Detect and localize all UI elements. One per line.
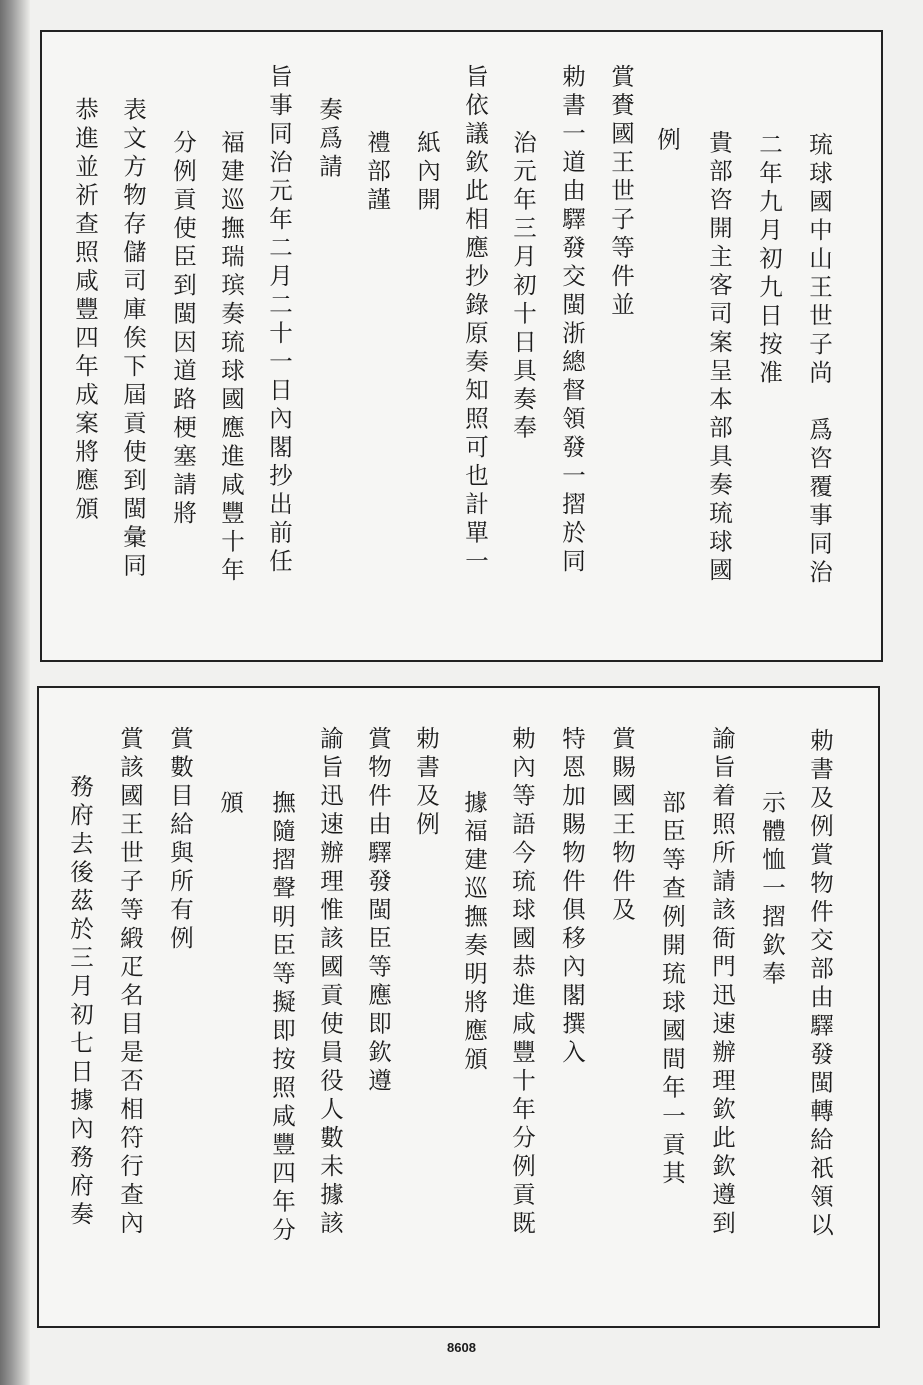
text-column: 二年九月初九日按准 xyxy=(755,132,783,389)
text-column: 勅書及例 xyxy=(412,726,440,840)
text-column: 勅書一道由驛發交閩浙總督領發一摺於同 xyxy=(558,64,586,577)
text-column: 旨事同治元年二月二十一日內閣抄出前任 xyxy=(265,64,293,577)
text-column: 特恩加賜物件俱移內閣撰入 xyxy=(558,726,586,1068)
text-column: 表文方物存儲司庫俟下屆貢使到閩彙同 xyxy=(119,97,147,582)
upper-document-panel xyxy=(40,30,883,662)
text-column: 諭旨着照所請該衙門迅速辦理欽此欽遵到 xyxy=(708,726,736,1239)
text-column: 紙內開 xyxy=(413,130,441,216)
page-number: 8608 xyxy=(447,1340,476,1355)
text-column: 示體恤一摺欽奉 xyxy=(758,790,786,990)
text-column: 旨依議欽此相應抄錄原奏知照可也計單一 xyxy=(461,64,489,577)
text-column: 福建巡撫瑞瑸奏琉球國應進咸豐十年 xyxy=(217,130,245,586)
text-column: 賞物件由驛發閩臣等應即欽遵 xyxy=(364,726,392,1097)
text-column: 據福建巡撫奏明將應頒 xyxy=(460,790,488,1075)
lower-document-panel xyxy=(37,686,880,1328)
text-column: 賞賚國王世子等件並 xyxy=(607,64,635,321)
text-column: 賞數目給與所有例 xyxy=(166,726,194,954)
text-column: 奏爲請 xyxy=(315,97,343,183)
text-column: 琉球國中山王世子尚 爲咨覆事同治 xyxy=(805,132,833,588)
text-column: 部臣等查例開琉球國間年一貢其 xyxy=(658,790,686,1189)
text-column: 恭進並祈查照咸豐四年成案將應頒 xyxy=(71,97,99,525)
text-column: 勅書及例賞物件交部由驛發閩轉給祇領以 xyxy=(806,728,834,1241)
text-column: 治元年三月初十日具奏奉 xyxy=(509,130,537,444)
text-column: 撫隨摺聲明臣等擬即按照咸豐四年分 xyxy=(268,790,296,1246)
text-column: 例 xyxy=(653,127,681,156)
text-column: 賞賜國王物件及 xyxy=(608,726,636,926)
text-column: 頒 xyxy=(216,790,244,819)
book-binding-shadow xyxy=(0,0,30,1385)
text-column: 賞該國王世子等緞疋名目是否相符行查內 xyxy=(116,726,144,1239)
text-column: 勅內等語今琉球國恭進咸豐十年分例貢既 xyxy=(508,726,536,1239)
text-column: 務府去後茲於三月初七日據內務府奏 xyxy=(66,774,94,1230)
text-column: 諭旨迅速辦理惟該國貢使員役人數未據該 xyxy=(316,726,344,1239)
text-column: 分例貢使臣到閩因道路梗塞請將 xyxy=(169,130,197,529)
text-column: 禮部謹 xyxy=(363,130,391,216)
text-column: 貴部咨開主客司案呈本部具奏琉球國 xyxy=(705,130,733,586)
